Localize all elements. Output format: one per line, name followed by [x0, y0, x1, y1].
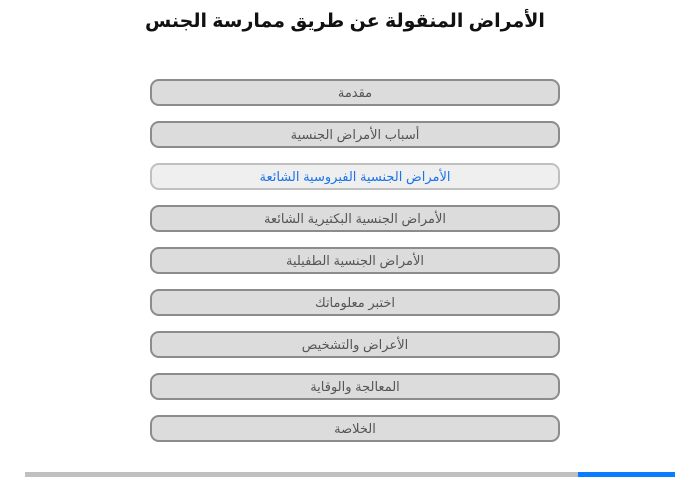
page-title: الأمراض المنقولة عن طريق ممارسة الجنس: [145, 11, 545, 32]
menu-item-viral-diseases[interactable]: الأمراض الجنسية الفيروسية الشائعة: [150, 163, 560, 190]
progress-bar-fill: [578, 472, 676, 477]
menu-item-treatment-prevention[interactable]: المعالجة والوقاية: [150, 373, 560, 400]
menu-item-bacterial-diseases[interactable]: الأمراض الجنسية البكتيرية الشائعة: [150, 205, 560, 232]
chapter-menu: [150, 79, 560, 457]
menu-item-summary[interactable]: الخلاصة: [150, 415, 560, 442]
menu-item-causes[interactable]: أسباب الأمراض الجنسية: [150, 121, 560, 148]
progress-bar: [25, 472, 675, 477]
menu-item-introduction[interactable]: مقدمة: [150, 79, 560, 106]
menu-item-quiz[interactable]: اختبر معلوماتك: [150, 289, 560, 316]
menu-item-symptoms-diagnosis[interactable]: الأعراض والتشخيص: [150, 331, 560, 358]
menu-item-parasitic-diseases[interactable]: الأمراض الجنسية الطفيلية: [150, 247, 560, 274]
